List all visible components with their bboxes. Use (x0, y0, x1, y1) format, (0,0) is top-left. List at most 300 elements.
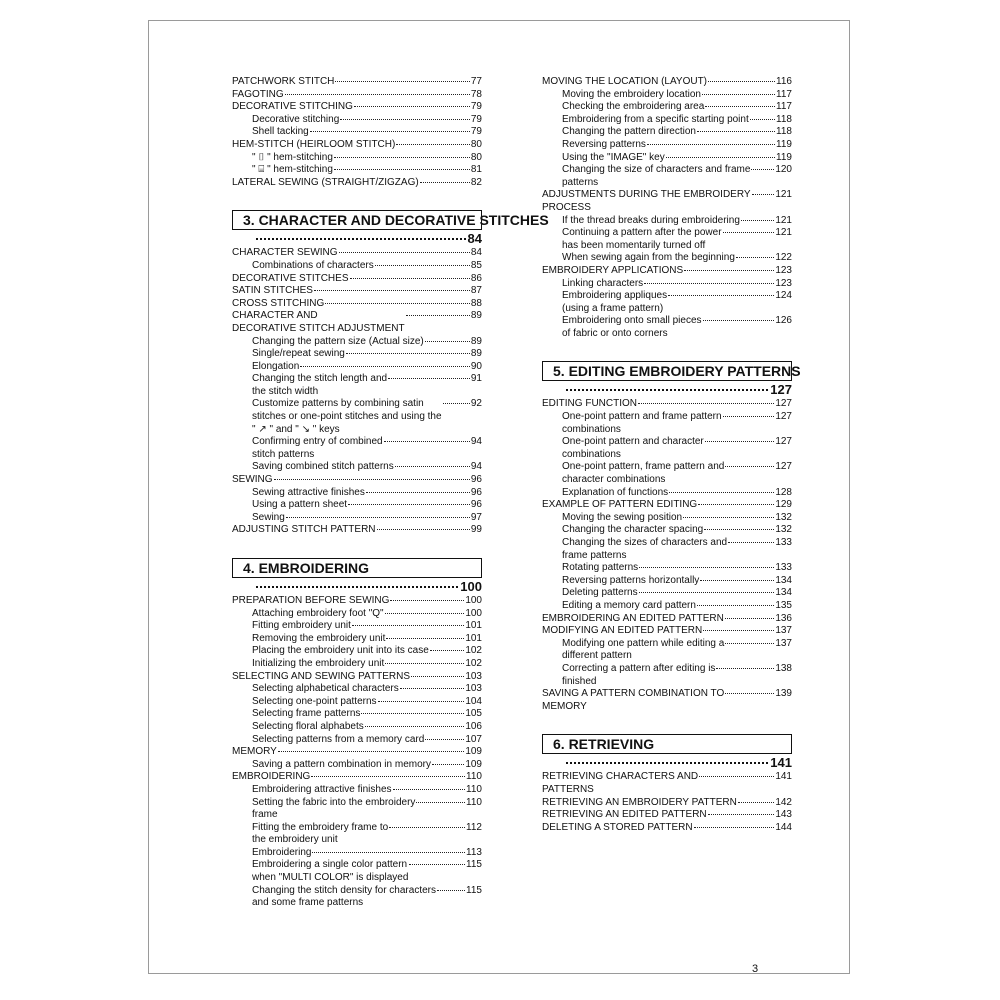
dot-leader (366, 492, 470, 493)
toc-right-column (542, 76, 801, 834)
entry-title: Selecting floral alphabets (252, 720, 364, 732)
entry-page-number: 121 (775, 189, 792, 201)
entry-page-number: 89 (470, 310, 482, 322)
dot-leader (285, 94, 470, 95)
entry-title: Explanation of functions (562, 486, 669, 498)
entry-title: ADJUSTING STITCH PATTERN (232, 524, 376, 536)
entry-page-number: 110 (466, 783, 482, 795)
toc-subentry (232, 696, 482, 709)
entry-title: If the thread breaks during embroidering (562, 214, 740, 226)
toc-subentry (232, 847, 482, 860)
dot-leader (409, 864, 465, 865)
dot-leader (406, 315, 470, 316)
entry-title: Reversing patterns (562, 138, 646, 150)
entry-page-number: 123 (775, 277, 792, 289)
entry-page-number: 84 (470, 247, 482, 259)
entry-title: Changing the sizes of characters and frame patterns (562, 537, 728, 561)
entry-page-number: 115 (466, 859, 482, 871)
toc-entry (542, 76, 792, 89)
entry-page-number: 106 (465, 720, 482, 732)
dot-leader (388, 378, 470, 379)
entry-title: Setting the fabric into the embroidery frame (252, 796, 416, 821)
entry-page-number: 134 (775, 587, 792, 599)
dot-leader (416, 802, 465, 803)
toc-subentry (542, 89, 792, 102)
entry-page-number: 121 (775, 227, 792, 239)
dot-leader (702, 94, 775, 95)
entry-title: MOVING THE LOCATION (LAYOUT) (542, 76, 708, 87)
toc-subentry (542, 638, 792, 663)
toc-subentry (232, 512, 482, 525)
dot-leader (420, 182, 470, 183)
dot-leader (647, 144, 775, 145)
entry-page-number: 118 (776, 113, 792, 125)
entry-title: Selecting one-point patterns (252, 695, 377, 707)
dot-leader (697, 131, 775, 132)
dot-leader (725, 618, 774, 619)
toc-entry (232, 746, 482, 759)
entry-page-number: 96 (470, 486, 482, 498)
toc-subentry (232, 859, 482, 884)
toc-entry (542, 771, 792, 796)
entry-title: Attaching embroidery foot "Q" (252, 607, 384, 619)
entry-title: Deleting patterns (562, 587, 638, 599)
dot-leader (566, 762, 768, 764)
dot-leader (334, 169, 470, 170)
entry-title: Changing the stitch density for characters and some frame patterns (252, 884, 436, 909)
toc-subentry (232, 398, 482, 436)
entry-page-number: 87 (470, 285, 482, 297)
toc-subentry (232, 487, 482, 500)
toc-subentry (232, 620, 482, 633)
toc-entry (232, 247, 482, 260)
entry-title: RETRIEVING CHARACTERS AND PATTERNS (542, 771, 699, 795)
entry-page-number: 119 (776, 151, 792, 163)
toc-entry (232, 298, 482, 311)
entry-title: SAVING A PATTERN COMBINATION TO MEMORY (542, 688, 725, 712)
toc-entry (232, 474, 482, 487)
dot-leader (751, 169, 774, 170)
toc-subentry (232, 784, 482, 797)
section-page-number: 84 (467, 231, 482, 247)
toc-subentry (542, 101, 792, 114)
entry-page-number: 102 (465, 645, 482, 657)
dot-leader (703, 630, 774, 631)
toc-subentry (542, 512, 792, 525)
toc-entry (232, 671, 482, 684)
dot-leader (425, 739, 464, 740)
toc-entry (232, 595, 482, 608)
toc-subentry (232, 822, 482, 847)
dot-leader (725, 693, 774, 694)
toc-subentry (542, 152, 792, 165)
toc-subentry (542, 411, 792, 436)
entry-title: One-point pattern, frame pattern and character combinations (562, 461, 725, 486)
entry-page-number: 100 (465, 595, 482, 606)
entry-title: CHARACTER AND DECORATIVE STITCH ADJUSTMENT (232, 310, 405, 334)
section-title: 3. CHARACTER AND DECORATIVE STITCHES (232, 210, 482, 230)
dot-leader (411, 676, 464, 677)
entry-page-number: 137 (775, 637, 792, 649)
entry-title: EMBROIDERING AN EDITED PATTERN (542, 612, 724, 624)
toc-subentry (232, 721, 482, 734)
entry-title: Using a pattern sheet (252, 499, 348, 511)
entry-title: Fitting embroidery unit (252, 620, 351, 632)
entry-title: Sewing (252, 511, 285, 523)
dot-leader (725, 643, 774, 644)
toc-entry (232, 177, 482, 190)
entry-title: Moving the embroidery location (562, 88, 701, 100)
entry-title: RETRIEVING AN EDITED PATTERN (542, 809, 707, 821)
toc-subentry (232, 708, 482, 721)
dot-leader (389, 827, 465, 828)
toc-subentry (542, 164, 792, 189)
entry-page-number: 129 (775, 499, 792, 511)
dot-leader (708, 81, 775, 82)
toc-entry (542, 822, 792, 835)
dot-leader (377, 529, 470, 530)
entry-title: " ⌷ " hem-stitching (252, 151, 333, 163)
entry-title: SEWING (232, 474, 273, 486)
toc-subentry (232, 336, 482, 349)
entry-page-number: 79 (470, 101, 482, 113)
entry-page-number: 89 (470, 348, 482, 360)
entry-title: Elongation (252, 360, 300, 372)
entry-page-number: 113 (466, 846, 482, 858)
dot-leader (437, 890, 465, 891)
entry-title: One-point pattern and frame pattern combinations (562, 411, 722, 435)
dot-leader (752, 194, 775, 195)
entry-page-number: 100 (465, 607, 482, 619)
entry-title: DELETING A STORED PATTERN (542, 821, 693, 833)
entry-title: EMBROIDERY APPLICATIONS (542, 264, 684, 276)
entry-page-number: 88 (470, 297, 482, 309)
dot-leader (704, 529, 774, 530)
section-page-line (232, 579, 482, 595)
dot-leader (683, 517, 774, 518)
section-page-number: 127 (770, 382, 792, 398)
toc-subentry (542, 575, 792, 588)
toc-left-column (232, 76, 549, 910)
entry-page-number: 141 (775, 771, 792, 783)
entry-title: CHARACTER SEWING (232, 247, 338, 259)
dot-leader (300, 366, 470, 367)
toc-subentry (542, 215, 792, 228)
toc-entry (542, 613, 792, 626)
entry-page-number: 101 (465, 632, 482, 644)
toc-subentry (542, 562, 792, 575)
toc-subentry (542, 600, 792, 613)
entry-page-number: 102 (465, 657, 482, 669)
entry-title: MEMORY (232, 746, 277, 758)
dot-leader (443, 403, 470, 404)
entry-title: Sewing attractive finishes (252, 486, 365, 498)
toc-subentry (232, 683, 482, 696)
dot-leader (639, 567, 774, 568)
entry-title: When sewing again from the beginning (562, 252, 735, 264)
entry-title: Saving combined stitch patterns (252, 461, 394, 473)
dot-leader (384, 441, 470, 442)
toc-subentry (542, 126, 792, 139)
dot-leader (352, 625, 464, 626)
dot-leader (644, 283, 774, 284)
dot-leader (738, 802, 774, 803)
entry-page-number: 127 (775, 398, 792, 410)
dot-leader (361, 713, 464, 714)
toc-subentry (232, 885, 482, 910)
dot-leader (725, 466, 774, 467)
entry-page-number: 139 (775, 688, 792, 700)
entry-page-number: 78 (470, 88, 482, 100)
entry-page-number: 109 (465, 746, 482, 758)
toc-subentry (232, 164, 482, 177)
entry-page-number: 112 (466, 821, 482, 833)
dot-leader (311, 776, 465, 777)
entry-page-number: 116 (776, 76, 792, 87)
dot-leader (312, 852, 465, 853)
toc-subentry (542, 587, 792, 600)
dot-leader (666, 157, 775, 158)
toc-section-heading (542, 734, 792, 771)
dot-leader (750, 119, 775, 120)
dot-leader (708, 814, 775, 815)
toc-entry (542, 809, 792, 822)
dot-leader (385, 663, 464, 664)
toc-entry (232, 101, 482, 114)
dot-leader (669, 492, 774, 493)
toc-subentry (232, 797, 482, 822)
dot-leader (425, 341, 470, 342)
entry-title: EMBROIDERING (232, 771, 311, 783)
toc-subentry (542, 114, 792, 127)
entry-title: HEM-STITCH (HEIRLOOM STITCH) (232, 138, 396, 150)
dot-leader (723, 416, 775, 417)
toc-entry (232, 285, 482, 298)
toc-subentry (542, 227, 792, 252)
toc-subentry (232, 759, 482, 772)
entry-title: Continuing a pattern after the power has been momentarily turned off (562, 227, 722, 251)
toc-subentry (232, 645, 482, 658)
toc-subentry (232, 373, 482, 398)
entry-page-number: 138 (775, 662, 792, 674)
entry-title: Reversing patterns horizontally (562, 574, 700, 586)
toc-subentry (542, 461, 792, 486)
dot-leader (256, 586, 458, 588)
toc-entry (232, 139, 482, 152)
dot-leader (274, 479, 470, 480)
entry-title: Linking characters (562, 277, 644, 289)
toc-subentry (542, 436, 792, 461)
dot-leader (668, 295, 774, 296)
section-page-line (232, 231, 482, 247)
entry-title: Editing a memory card pattern (562, 599, 696, 611)
dot-leader (703, 320, 775, 321)
dot-leader (346, 353, 470, 354)
dot-leader (378, 701, 465, 702)
toc-subentry (542, 139, 792, 152)
entry-title: DECORATIVE STITCHES (232, 272, 349, 284)
entry-page-number: 79 (470, 126, 482, 138)
entry-page-number: 107 (465, 733, 482, 745)
entry-title: Embroidering a single color pattern when "MULTI COLOR" is displayed (252, 859, 409, 884)
toc-entry (542, 688, 792, 713)
dot-leader (705, 441, 775, 442)
dot-leader (430, 650, 465, 651)
toc-subentry (232, 633, 482, 646)
section-page-line (542, 755, 792, 771)
entry-page-number: 110 (466, 796, 482, 808)
dot-leader (340, 119, 470, 120)
toc-entry (232, 524, 482, 537)
dot-leader (716, 668, 774, 669)
entry-page-number: 120 (775, 164, 792, 176)
entry-page-number: 96 (470, 474, 482, 486)
entry-page-number: 136 (775, 612, 792, 624)
page-number: 3 (752, 963, 759, 975)
dot-leader (339, 252, 470, 253)
entry-title: Embroidering attractive finishes (252, 783, 392, 795)
dot-leader (385, 613, 465, 614)
entry-page-number: 79 (470, 113, 482, 125)
dot-leader (375, 265, 470, 266)
entry-title: Embroidering appliques (using a frame pattern) (562, 290, 668, 314)
toc-entry (542, 265, 792, 278)
entry-page-number: 133 (775, 562, 792, 574)
toc-entry (232, 310, 482, 335)
entry-title: Rotating patterns (562, 562, 639, 574)
entry-title: Selecting patterns from a memory card (252, 733, 425, 745)
entry-page-number: 132 (775, 511, 792, 523)
dot-leader (348, 504, 470, 505)
toc-entry (232, 771, 482, 784)
dot-leader (723, 232, 775, 233)
entry-page-number: 109 (465, 758, 482, 770)
entry-page-number: 117 (776, 88, 792, 100)
entry-page-number: 89 (470, 335, 482, 347)
entry-title: Changing the pattern direction (562, 126, 696, 138)
toc-subentry (232, 734, 482, 747)
entry-title: Embroidering (252, 846, 312, 858)
entry-page-number: 77 (470, 76, 482, 87)
entry-title: Correcting a pattern after editing is finished (562, 662, 716, 687)
entry-page-number: 99 (470, 524, 482, 536)
entry-title: PREPARATION BEFORE SEWING (232, 595, 390, 606)
toc-subentry (232, 126, 482, 139)
entry-title: Initializing the embroidery unit (252, 657, 385, 669)
toc-section-heading (232, 558, 482, 595)
toc-subentry (232, 499, 482, 512)
entry-title: One-point pattern and character combinations (562, 436, 704, 460)
toc-section-heading (542, 361, 801, 398)
entry-page-number: 91 (470, 373, 482, 385)
toc-subentry (542, 315, 792, 340)
dot-leader (728, 542, 774, 543)
entry-page-number: 126 (775, 315, 792, 327)
entry-title: Removing the embroidery unit (252, 632, 386, 644)
entry-title: EXAMPLE OF PATTERN EDITING (542, 499, 698, 511)
toc-subentry (232, 152, 482, 165)
dot-leader (354, 106, 470, 107)
entry-page-number: 81 (470, 164, 482, 176)
section-page-number: 100 (460, 579, 482, 594)
entry-title: Embroidering onto small pieces of fabric or onto corners (562, 315, 702, 339)
entry-title: Fitting the embroidery frame to the embroidery unit (252, 821, 389, 846)
toc-subentry (232, 348, 482, 361)
toc-subentry (542, 278, 792, 291)
entry-title: RETRIEVING AN EMBROIDERY PATTERN (542, 796, 737, 808)
toc-subentry (542, 537, 792, 562)
entry-page-number: 90 (470, 360, 482, 372)
dot-leader (278, 751, 464, 752)
dot-leader (697, 605, 774, 606)
dot-leader (400, 688, 465, 689)
dot-leader (310, 131, 470, 132)
entry-title: Shell tacking (252, 126, 309, 138)
toc-entry (232, 89, 482, 102)
entry-page-number: 86 (470, 272, 482, 284)
dot-leader (694, 827, 775, 828)
entry-page-number: 104 (465, 695, 482, 707)
entry-title: " ⌸ " hem-stitching (252, 164, 333, 176)
entry-title: Selecting alphabetical characters (252, 683, 399, 695)
dot-leader (432, 764, 464, 765)
entry-page-number: 80 (470, 138, 482, 150)
entry-page-number: 121 (775, 214, 792, 226)
toc-subentry (232, 461, 482, 474)
entry-title: ADJUSTMENTS DURING THE EMBROIDERY PROCESS (542, 189, 751, 213)
entry-title: Combinations of characters (252, 259, 374, 271)
entry-page-number: 96 (470, 499, 482, 511)
section-page-line (542, 382, 792, 398)
dot-leader (698, 504, 774, 505)
entry-title: DECORATIVE STITCHING (232, 101, 353, 113)
dot-leader (393, 789, 466, 790)
dot-leader (705, 106, 775, 107)
entry-page-number: 127 (775, 461, 792, 473)
toc-subentry (542, 290, 792, 315)
entry-page-number: 103 (465, 670, 482, 682)
entry-title: PATCHWORK STITCH (232, 76, 335, 87)
toc-subentry (542, 524, 792, 537)
dot-leader (638, 403, 774, 404)
entry-title: Embroidering from a specific starting point (562, 113, 749, 125)
toc-subentry (542, 252, 792, 265)
entry-title: Saving a pattern combination in memory (252, 758, 431, 770)
entry-title: Changing the stitch length and the stitch width (252, 373, 388, 397)
dot-leader (365, 726, 465, 727)
entry-page-number: 127 (775, 411, 792, 423)
entry-title: Customize patterns by combining satin stitches or one-point stitches and using the " ↗ " and " ↘ " keys (252, 398, 442, 435)
entry-title: Changing the size of characters and frame patterns (562, 164, 751, 188)
section-title: 5. EDITING EMBROIDERY PATTERNS (542, 361, 792, 381)
entry-title: Using the "IMAGE" key (562, 151, 665, 163)
dot-leader (566, 389, 768, 391)
toc-entry (542, 625, 792, 638)
entry-title: Single/repeat sewing (252, 348, 345, 360)
entry-title: MODIFYING AN EDITED PATTERN (542, 625, 703, 637)
toc-entry (542, 797, 792, 810)
entry-title: Decorative stitching (252, 113, 340, 125)
entry-title: CROSS STITCHING (232, 297, 325, 309)
entry-title: Selecting frame patterns (252, 708, 361, 720)
entry-page-number: 85 (470, 259, 482, 271)
entry-page-number: 110 (466, 771, 482, 783)
section-page-number: 141 (770, 755, 792, 771)
entry-title: SATIN STITCHES (232, 285, 313, 297)
dot-leader (639, 592, 775, 593)
entry-page-number: 144 (775, 821, 792, 833)
toc-subentry (232, 658, 482, 671)
